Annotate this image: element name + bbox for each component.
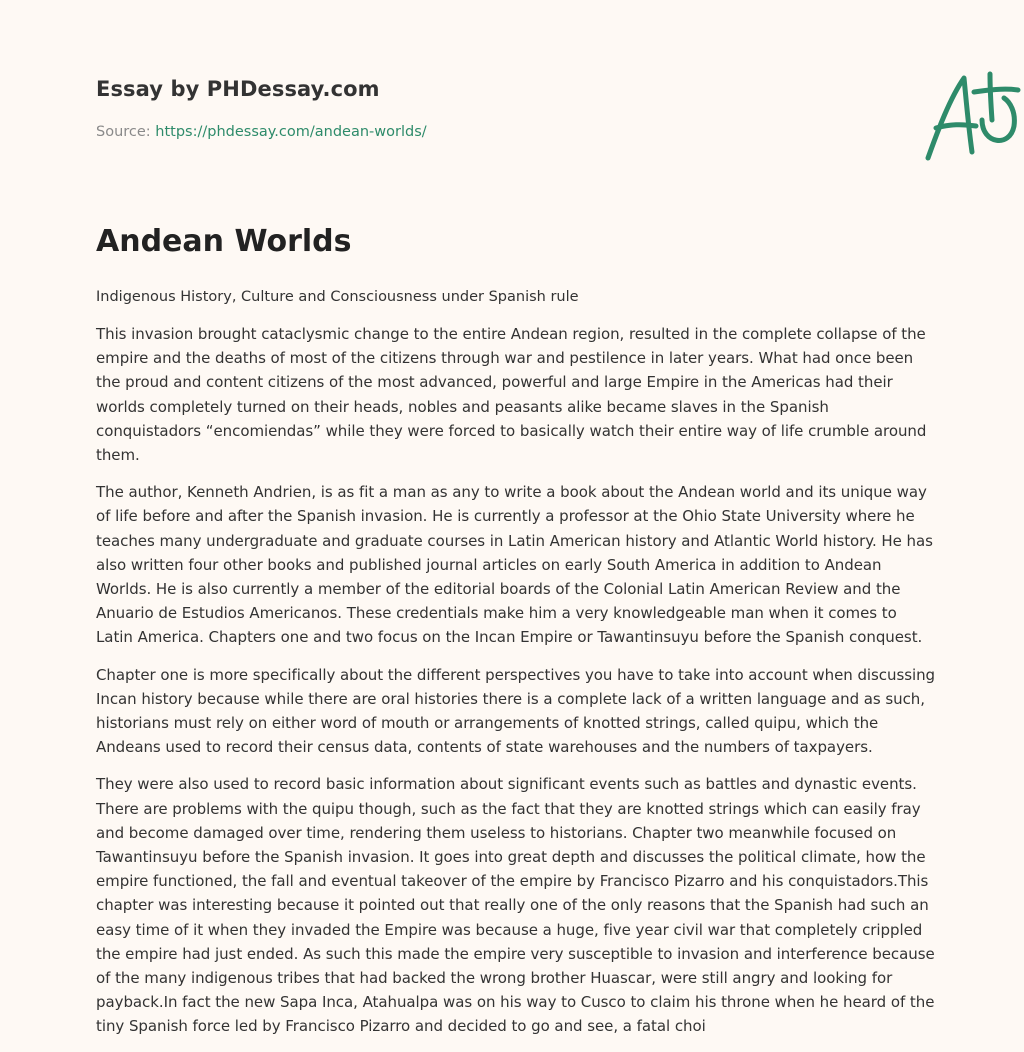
a-plus-logo-icon [916,68,1024,168]
essay-paragraph: The author, Kenneth Andrien, is as fit a man as any to write a book about the Andean world and its unique way of life before and after the Spanish invasion. He is currently a professor at the Ohio State University where he teaches many undergraduate and graduate courses in Latin American history and Atlantic World history. He has also written four other books and published journal articles on early South America in addition to Andean Worlds. He is also currently a member of the editorial boards of the Colonial Latin American Review and the Anuario de Estudios Americanos. These credentials make him a very knowledgeable man when it comes to Latin America. Chapters one and two focus on the Incan Empire or Tawantinsuyu before the Spanish conquest. [96,483,933,647]
source-link[interactable]: https://phdessay.com/andean-worlds/ [155,124,427,140]
site-brand: Essay by PHDessay.com [96,77,380,101]
essay-subtitle: Indigenous History, Culture and Consciousness under Spanish rule [96,289,579,305]
source-label: Source: [96,124,156,140]
essay-paragraph: This invasion brought cataclysmic change to the entire Andean region, resulted in the complete collapse of the empire and the deaths of most of the citizens through war and pestilence in later years. What had once been the proud and content citizens of the most advanced, powerful and large Empire in the Americas had their worlds completely turned on their heads, nobles and peasants alike became slaves in the Spanish conquistadors “encomiendas” while they were forced to basically watch their entire way of life crumble around them. [96,325,927,465]
essay-paragraph: They were also used to record basic information about significant events such as battles and dynastic events. There are problems with the quipu though, such as the fact that they are knotted strings which can easily fray and become damaged over time, rendering them useless to historians. Chapter two meanwhile focused on Tawantinsuyu before the Spanish invasion. It goes into great depth and discusses the political climate, how the empire functioned, the fall and eventual takeover of the empire by Francisco Pizarro and his conquistadors.This chapter was interesting because it pointed out that really one of the only reasons that the Spanish had such an easy time of it when they invaded the Empire was because a huge, five year civil war that completely crippled the empire had just ended. As such this made the empire very susceptible to invasion and interference because of the many indigenous tribes that had backed the wrong brother Huascar, were still angry and looking for payback.In fact the new Sapa Inca, Atahualpa was on his way to Cusco to claim his throne when he heard of the tiny Spanish force led by Francisco Pizarro and decided to go and see, a fatal choi [96,775,935,1036]
essay-body [96,285,936,1052]
source-line [96,124,427,140]
essay-title: Andean Worlds [96,224,352,259]
essay-paragraph: Chapter one is more specifically about the different perspectives you have to take into account when discussing Incan history because while there are oral histories there is a complete lack of a written language and as such, historians must rely on either word of mouth or arrangements of knotted strings, called quipu, which the Andeans used to record their census data, contents of state warehouses and the numbers of taxpayers. [96,665,936,757]
